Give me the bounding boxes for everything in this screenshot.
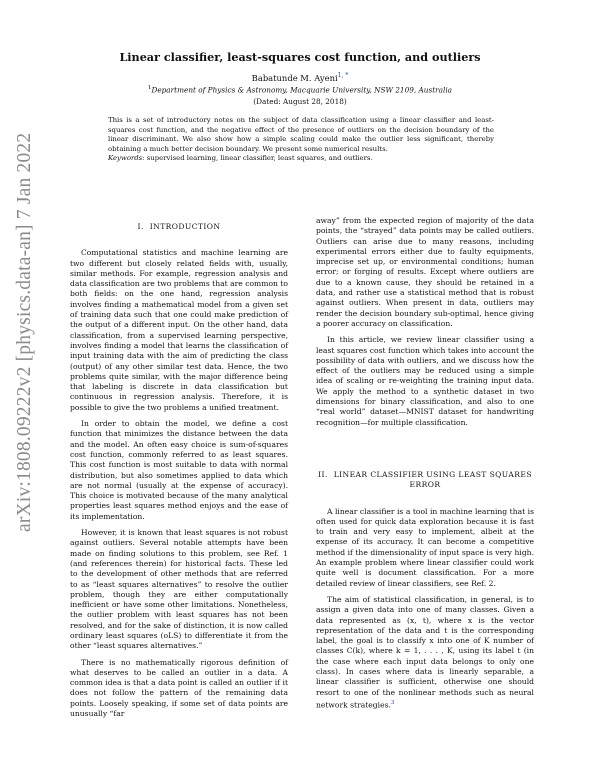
date-line: (Dated: August 28, 2018) (253, 97, 347, 106)
spacer (316, 434, 534, 470)
abstract-text: This is a set of introductory notes on the subject of data classification using a linear classifier and least-squares cost function, and the negative effect of the presence of outliers on the decision boundary of the linear discriminant. We also show how a simple scaling could make the outlier less significant, thereby obtaining a much better decision boundary. We present some numerical results. (108, 116, 494, 153)
left-column (70, 222, 288, 725)
keywords-label: Keywords: (108, 154, 145, 162)
affiliation-mark: 1 (147, 85, 152, 91)
affiliation (0, 85, 600, 94)
section-heading-linear-classifier (316, 470, 534, 491)
reference-link[interactable]: 3 (390, 699, 395, 706)
section-title: INTRODUCTION (149, 222, 221, 231)
affiliation-text: Department of Physics & Astronomy, Macquarie University, NSW 2109, Australia (151, 85, 453, 95)
paragraph: A linear classifier is a tool in machine learning that is often used for quick data exploration because it is fast to train and very easy to implement, albeit at the expense of its accuracy. It can become a competitive method if the dimensionality of input space is very high. An example problem where linear classifier could work quite well is document classification. For a more detailed review of linear classifiers, see Ref. 2. (316, 506, 534, 588)
paragraph: In order to obtain the model, we define a cost function that minimizes the distance between the data and the model. An often easy choice is sum-of-squares cost function, commonly referred to as least squares. This cost function is most suitable to data with normal distribution, but also sometimes applied to data which are not normal (usually at the expense of accuracy). This choice is motivated because of the many analytical properties least squares method enjoys and the ease of its implementation. (70, 419, 288, 521)
paragraph-text: The aim of statistical classification, in general, is to assign a given data into one of many classes. Given a data represented as (x, t), where x is the vector representation of the data and t is the corresponding label, the goal is to classify x into one of K number of classes C(k), where k = 1, . . . , K, using its label t (in the case where each input data belongs to only one class). In cases where data is linearly separable, a linear classifier is sufficient, otherwise one should resort to one of the nonlinear methods such as neural network strategies. (316, 594, 534, 710)
paragraph: away” from the expected region of majority of the data points, the “strayed” data points may be called outliers. Outliers can arise due to many reasons, including experimental errors either due to faulty equipments, imprecise set up, or environmental conditions; human error; or forging of results. Except where outliers are due to a known cause, they should be retained in a data, and rather use a statistical method that is robust against outliers. When present in data, outliers may render the decision boundary sub-optimal, hence giving a poorer accuracy on classification. (316, 216, 534, 328)
section-title: LINEAR CLASSIFIER USING LEAST SQUARES ERROR (333, 469, 532, 490)
keywords-line (108, 154, 494, 164)
paragraph: In this article, we review linear classifier using a least squares cost function which takes into account the possibility of data with outliers, and we discuss how the effect of the outliers may be reduced using a simple idea of scaling or re-weighting the training input data. We apply the method to a synthetic dataset in two dimensions for binary classification, and also to one “real world” dataset—MNIST dataset for handwriting recognition—for multiple classification. (316, 335, 534, 427)
section-number: II. (318, 469, 328, 479)
arxiv-identifier: arXiv:1808.09222v2 [physics.data-an] 7 Jan 2022 (14, 132, 35, 532)
paragraph: Computational statistics and machine learning are two different but closely related fields with, usually, similar methods. For example, regression analysis and data classification are two problems that are common to both fields: on the one hand, regression analysis involves finding a mathematical model from a given set of training data such that one could make prediction of the output of a different input. On the other hand, data classification, from a supervised learning perspective, involves finding a model that learns the classification of input training data with the aim of predicting the class (output) of any other similar test data. Hence, the two problems quite similar, with the major difference being that labeling is discrete in data classification but continuous in regression analysis. Therefore, it is possible to give the two problems a unified treatment. (70, 248, 288, 412)
right-column (316, 216, 534, 717)
paper-title: Linear classifier, least-squares cost function, and outliers (119, 50, 481, 64)
section-number: I. (137, 222, 144, 231)
paragraph (316, 595, 534, 711)
author-line (0, 72, 600, 83)
author-marks[interactable]: 1, * (337, 72, 349, 79)
author-name: Babatunde M. Ayeni (251, 72, 338, 83)
keywords-text: supervised learning, linear classifier, least squares, and outliers. (144, 154, 373, 162)
section-heading-introduction (70, 222, 288, 232)
paragraph: There is no mathematically rigorous definition of what deserves to be called an outlier in a data. A common idea is that a data point is called an outlier if it does not follow the pattern of the remaining data points. Loosely speaking, if some set of data points are unusually “far (70, 657, 288, 719)
paragraph: However, it is known that least squares is not robust against outliers. Several notable attempts have been made on finding solutions to this problem, see Ref. 1 (and references therein) for historical facts. These led to the development of other methods that are referred to as “least squares alternatives” to resolve the outlier problem, though they are either computationally inefficient or have some other limitations. Nonetheless, the outlier problem with least squares has not been resolved, and for the sake of distinction, it is now called ordinary least squares (oLS) to differentiate it from the other “least squares alternatives.” (70, 528, 288, 651)
abstract (108, 116, 494, 164)
